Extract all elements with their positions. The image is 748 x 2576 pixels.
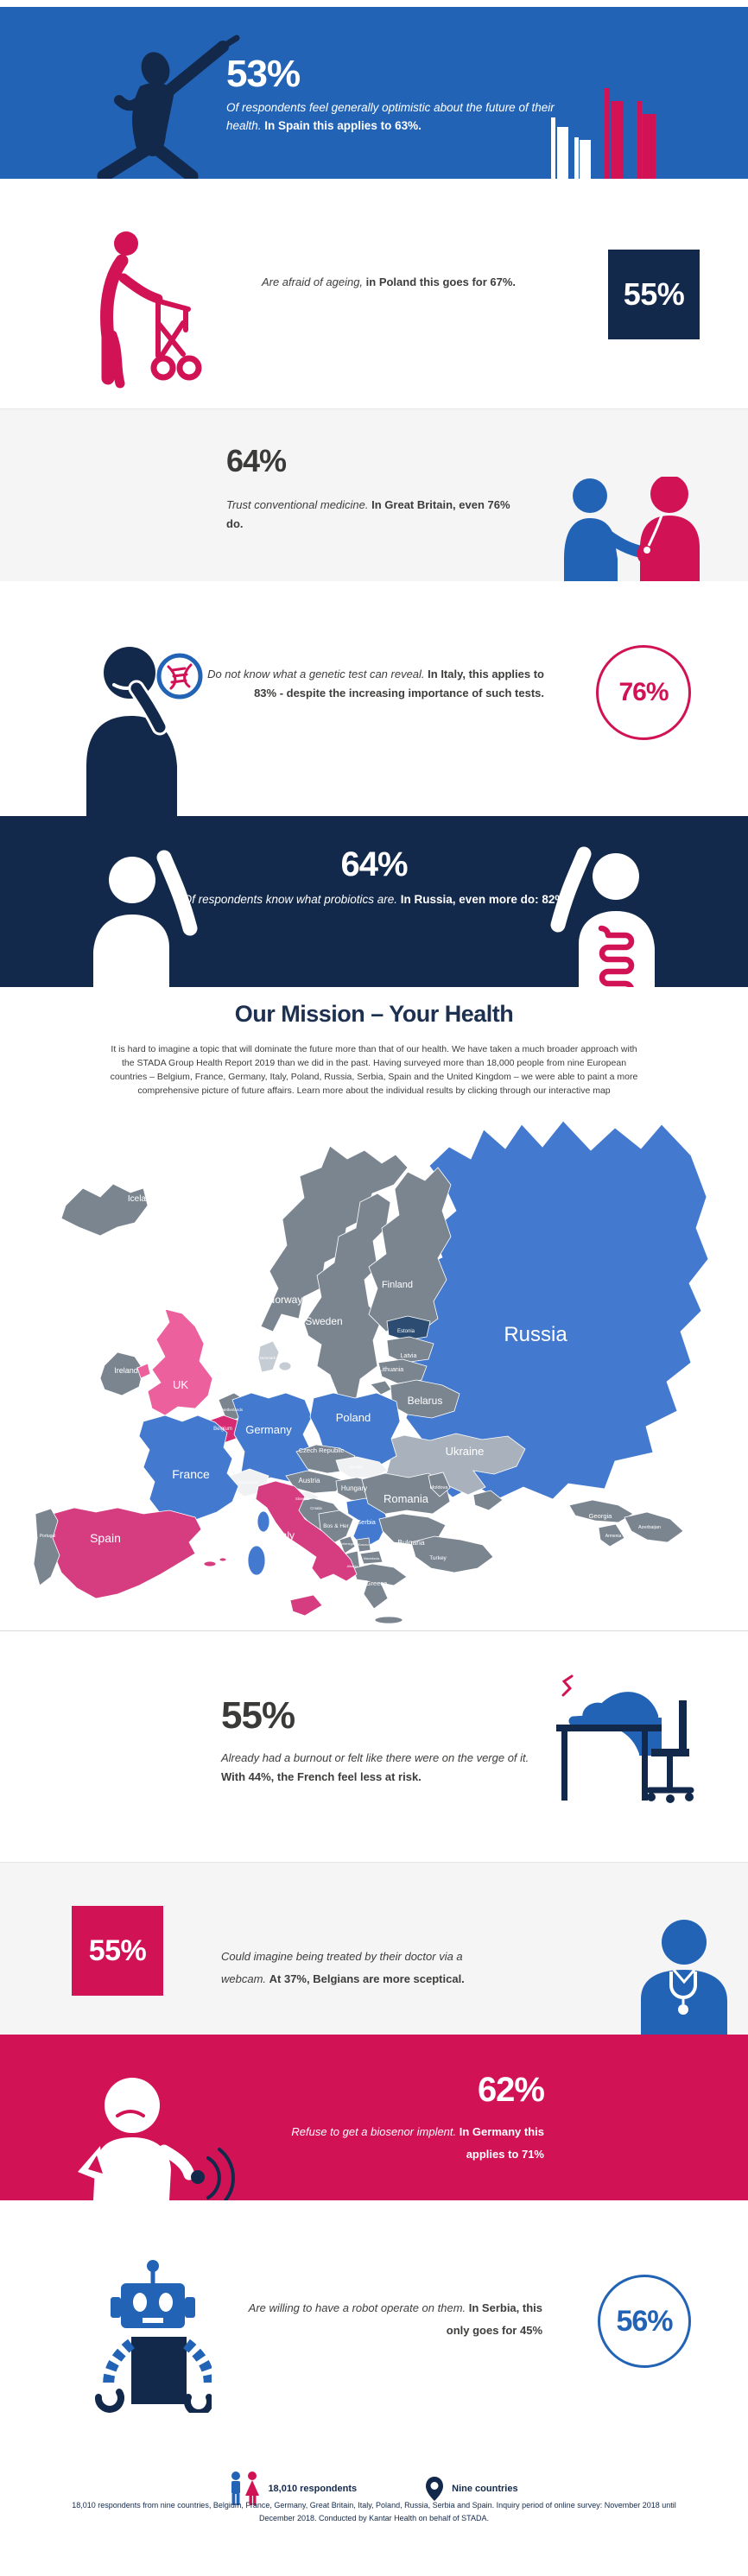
footnote: 18,010 respondents from nine countries, Belgium, France, Germany, Great Britain, Italy, Poland, Russia, Serbia and Spain. Inquiry period of online survey: November 2018 until December 2018. Conducted by Kantar Health on behalf of STADA. bbox=[72, 2501, 676, 2522]
map-label-netherlands: Netherlands bbox=[221, 1408, 244, 1412]
stat-text-robot bbox=[242, 2297, 542, 2342]
stat-lead: Could imagine being treated by their doctor via a webcam. bbox=[221, 1950, 463, 1985]
stat-value-burnout: 55% bbox=[221, 1694, 295, 1737]
map-label-slovakia: Slovakia bbox=[348, 1465, 364, 1469]
map-label-armenia: Armenia bbox=[605, 1534, 622, 1539]
stat-text-optimism bbox=[226, 98, 563, 135]
stat-text-burnout bbox=[221, 1749, 549, 1787]
map-label-czech-republic: Czech Republic bbox=[298, 1446, 345, 1454]
stat-highlight: At 37%, Belgians are more sceptical. bbox=[269, 1972, 465, 1985]
map-label-hungary: Hungary bbox=[340, 1484, 368, 1492]
stat-ring-genetic bbox=[596, 645, 691, 740]
stat-text-medicine bbox=[226, 496, 520, 534]
map-label-poland: Poland bbox=[335, 1411, 371, 1424]
countries-label: Nine countries bbox=[452, 2484, 518, 2494]
country-denmark-island bbox=[279, 1362, 291, 1370]
section-footer bbox=[0, 2470, 748, 2576]
stat-highlight: In Spain this applies to 63%. bbox=[264, 119, 422, 132]
robot-icon bbox=[95, 2257, 212, 2413]
map-label-russia: Russia bbox=[504, 1323, 567, 1346]
map-label-croatia: Croatia bbox=[310, 1506, 322, 1510]
map-label-slovenia: Slovenia bbox=[295, 1497, 310, 1501]
stat-highlight: In Serbia, this only goes for 45% bbox=[446, 2301, 542, 2337]
country-portugal bbox=[34, 1509, 60, 1585]
section-medicine bbox=[0, 408, 748, 581]
map-label-belarus: Belarus bbox=[407, 1395, 443, 1407]
mission-paragraph: It is hard to imagine a topic that will dominate the future more than that of our health. We have taken a much broader approach with the STADA Group Health Report 2019 than we did in the past. Having surveyed more than 18,000 people from nine European countries – Belgium, France, Germany, Italy, Poland, Russia, Serbia, Spain and the United Kingdom – we were able to paint a more comprehensive picture of future affairs. Learn more about the individual results by clicking through our interactive map bbox=[110, 1044, 638, 1096]
country-iceland bbox=[61, 1184, 148, 1236]
stat-value-genetic: 76% bbox=[618, 678, 669, 706]
map-label-italy: Italy bbox=[275, 1529, 295, 1541]
location-pin-icon bbox=[426, 2477, 443, 2501]
map-label-switzerland: Switzerland bbox=[238, 1480, 258, 1484]
stat-lead: Of respondents know what probiotics are. bbox=[182, 893, 401, 906]
stat-text-biosensor bbox=[259, 2121, 544, 2166]
stat-lead: Trust conventional medicine. bbox=[226, 498, 372, 511]
stat-text-ageing bbox=[216, 275, 561, 288]
map-label-finland: Finland bbox=[381, 1280, 414, 1290]
stat-highlight: In Italy, this applies to 83% - despite the increasing importance of such tests. bbox=[254, 668, 544, 699]
stat-value-optimism: 53% bbox=[226, 53, 301, 95]
map-label-bulgaria: Bulgaria bbox=[397, 1538, 425, 1547]
stat-highlight: With 44%, the French feel less at risk. bbox=[221, 1770, 422, 1783]
country-kaliningrad bbox=[371, 1381, 391, 1395]
map-label-sweden: Sweden bbox=[305, 1315, 343, 1327]
stat-highlight: In Russia, even more do: 82% bbox=[400, 893, 566, 906]
stat-text-probiotics bbox=[158, 889, 590, 910]
burnout-desk-icon bbox=[555, 1668, 701, 1806]
section-robot bbox=[0, 2200, 748, 2470]
mission-title: Our Mission – Your Health bbox=[234, 1001, 514, 1027]
stat-value-biosensor: 62% bbox=[477, 2071, 544, 2109]
map-label-spain: Spain bbox=[90, 1531, 121, 1545]
elderly-walker-icon bbox=[93, 226, 206, 392]
map-label-germany: Germany bbox=[245, 1423, 292, 1436]
stat-lead: Do not know what a genetic test can reveal. bbox=[207, 668, 428, 680]
stat-value-robot: 56% bbox=[616, 2305, 673, 2338]
map-label-denmark: Denmark bbox=[259, 1356, 276, 1360]
section-webcam bbox=[0, 1862, 748, 2035]
map-label-bos-her: Bos & Her bbox=[323, 1523, 349, 1529]
thinking-person-dna-icon bbox=[76, 635, 207, 818]
section-probiotics bbox=[0, 816, 748, 987]
map-label-estonia: Estonia bbox=[396, 1329, 415, 1334]
section-optimism bbox=[0, 7, 748, 179]
stat-value-probiotics: 64% bbox=[340, 845, 408, 883]
stat-highlight: In Germany this applies to 71% bbox=[459, 2125, 544, 2161]
stat-lead: Of respondents feel generally optimistic about the future of their health. bbox=[226, 101, 555, 132]
section-burnout bbox=[0, 1631, 748, 1862]
map-label-romania: Romania bbox=[383, 1492, 429, 1505]
map-label-norway: Norway bbox=[267, 1294, 303, 1306]
country-sardinia bbox=[248, 1546, 265, 1575]
country-balearic-2 bbox=[219, 1558, 226, 1561]
doctor-patient-icon bbox=[557, 477, 717, 581]
map-label-ukraine: Ukraine bbox=[445, 1445, 485, 1458]
map-label-macedonia: Macedonia bbox=[363, 1557, 380, 1560]
stat-badge-ageing bbox=[608, 250, 700, 339]
bar-chart-icon bbox=[551, 83, 659, 179]
map-label-france: France bbox=[172, 1467, 210, 1481]
country-uk[interactable] bbox=[148, 1309, 212, 1415]
map-label-iceland: Iceland bbox=[127, 1194, 156, 1204]
map-label-albania: Albania bbox=[346, 1565, 358, 1568]
map-label-latvia: Latvia bbox=[400, 1353, 417, 1359]
stat-lead: Refuse to get a biosenor implent. bbox=[291, 2125, 460, 2138]
map-label-ireland: Ireland bbox=[114, 1366, 138, 1375]
country-balearic-1 bbox=[204, 1561, 216, 1566]
webcam-doctor-icon bbox=[632, 1916, 736, 2035]
stat-value-medicine: 64% bbox=[226, 443, 287, 478]
map-label-serbia: Serbia bbox=[357, 1518, 376, 1526]
stat-text-genetic bbox=[199, 665, 544, 703]
top-margin bbox=[0, 0, 748, 7]
stat-lead: Are afraid of ageing, bbox=[261, 275, 366, 288]
map-label-portugal: Portugal bbox=[39, 1534, 56, 1539]
stat-text-webcam bbox=[221, 1946, 506, 1991]
map-label-lithuania: Lithuania bbox=[378, 1367, 404, 1373]
stat-highlight: in Poland this goes for 67%. bbox=[365, 275, 517, 288]
stat-lead: Are willing to have a robot operate on them. bbox=[248, 2301, 469, 2314]
map-label-azerbaijan: Azerbaijan bbox=[638, 1525, 661, 1530]
section-ageing bbox=[0, 179, 748, 408]
country-spain[interactable] bbox=[48, 1508, 201, 1598]
map-label-uk: UK bbox=[172, 1378, 189, 1391]
stat-lead: Already had a burnout or felt like there were on the verge of it. bbox=[221, 1751, 529, 1764]
stat-value-ageing: 55% bbox=[623, 276, 685, 312]
respondents-label: 18,010 respondents bbox=[268, 2484, 358, 2494]
europe-map-svg bbox=[0, 1114, 748, 1630]
map-label-kosovo: Kosovo bbox=[358, 1543, 370, 1547]
stat-ring-robot bbox=[598, 2275, 691, 2368]
map-label-turkey: Turkey bbox=[429, 1555, 447, 1561]
stat-value-webcam: 55% bbox=[88, 1934, 147, 1967]
stat-badge-webcam bbox=[72, 1906, 163, 1996]
section-genetic bbox=[0, 581, 748, 816]
stat-highlight: In Great Britain, even 76% do. bbox=[226, 498, 510, 530]
country-sicily bbox=[290, 1595, 322, 1616]
map-label-moldova: Moldova bbox=[429, 1485, 448, 1491]
map-label-austria: Austria bbox=[298, 1477, 320, 1484]
section-mission bbox=[0, 987, 748, 1114]
map-label-greece: Greece bbox=[365, 1579, 388, 1587]
map-label-georgia: Georgia bbox=[588, 1512, 612, 1520]
section-biosensor bbox=[0, 2035, 748, 2200]
country-crete bbox=[375, 1617, 403, 1623]
map-label-montenegro: Montenegro bbox=[337, 1542, 356, 1546]
map-label-belgium: Belgium bbox=[213, 1427, 232, 1432]
country-corsica bbox=[257, 1511, 269, 1532]
section-map bbox=[0, 1114, 748, 1631]
